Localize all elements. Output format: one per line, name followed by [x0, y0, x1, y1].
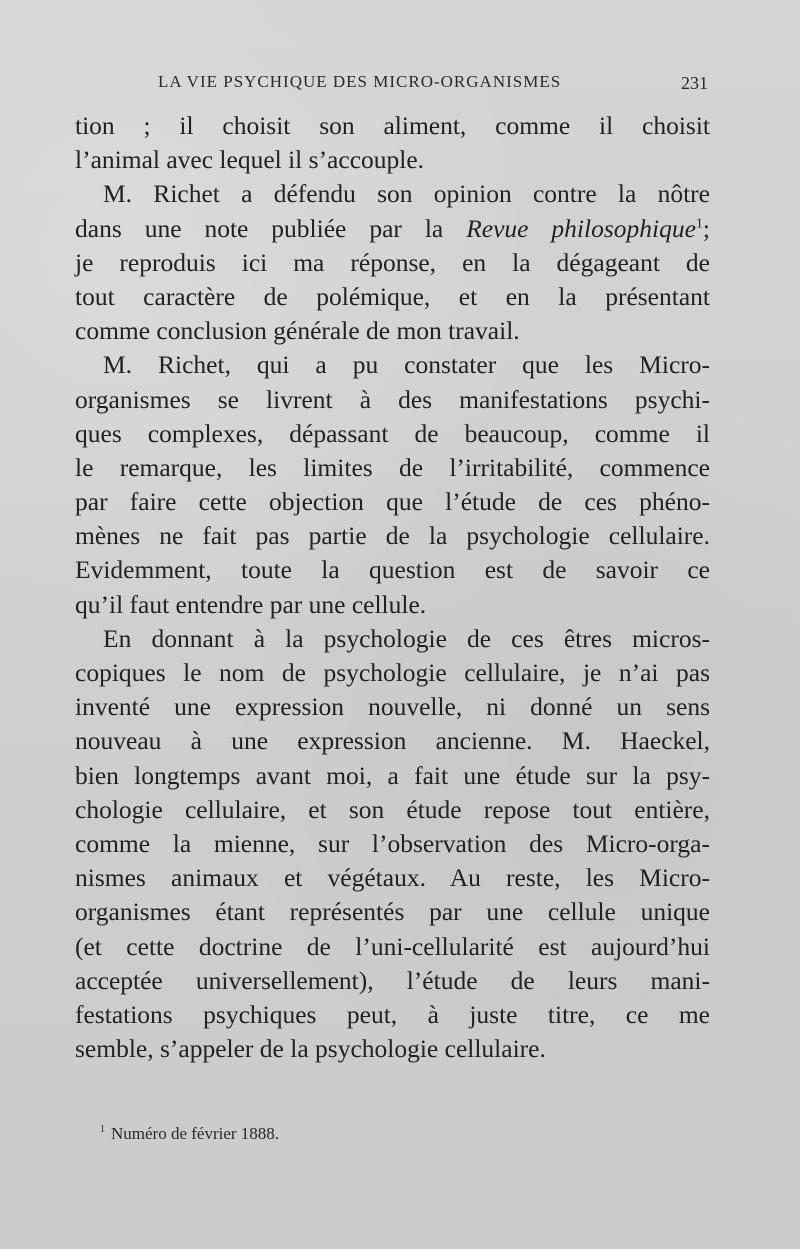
text-line: (et cette doctrine de l’uni-cellularité est aujourd’hui	[75, 931, 710, 961]
journal-title: Revue philosophique	[466, 213, 696, 243]
body-text	[75, 109, 710, 1066]
page-header	[0, 72, 800, 96]
page-number: 231	[681, 73, 708, 93]
text-line: par faire cette objection que l’étude de ces phéno-	[75, 487, 710, 517]
text-line: organismes étant représentés par une cellule unique	[75, 897, 710, 927]
text-line: acceptée universellement), l’étude de leurs mani-	[75, 965, 710, 995]
text-line: comme la mienne, sur l’observation des Micro-orga-	[75, 828, 710, 858]
text-line: nouveau à une expression ancienne. M. Haeckel,	[75, 726, 710, 756]
text-line: comme conclusion générale de mon travail.	[75, 316, 520, 346]
text-line: tion ; il choisit son aliment, comme il choisit	[75, 111, 710, 140]
footnote-reference: 1	[695, 216, 703, 232]
text-line: bien longtemps avant moi, a fait une étude sur la psy-	[75, 760, 710, 790]
text-line: l’animal avec lequel il s’accouple.	[75, 145, 425, 175]
punctuation: ;	[702, 213, 711, 243]
text-line: Evidemment, toute la question est de savoir ce	[75, 555, 710, 585]
text-line: le remarque, les limites de l’irritabilité, commence	[75, 452, 710, 482]
text-line: organismes se livrent à des manifestations psychi-	[75, 384, 710, 414]
text-line: qu’il faut entendre par une cellule.	[75, 589, 427, 619]
paragraph-start-line: M. Richet a défendu son opinion contre la nôtre	[103, 179, 710, 209]
text-span: dans une note publiée par la	[75, 213, 444, 243]
text-line: ques complexes, dépassant de beaucoup, comme il	[75, 418, 710, 448]
text-line: je reproduis ici ma réponse, en la dégageant de	[75, 247, 710, 277]
text-line: inventé une expression nouvelle, ni donné un sens	[75, 692, 710, 722]
text-line-with-citation	[75, 212, 710, 246]
text-line: festations psychiques peut, à juste titre, ce me	[75, 999, 710, 1029]
paragraph-start-line: En donnant à la psychologie de ces êtres micros-	[103, 623, 710, 653]
text-line: nismes animaux et végétaux. Au reste, les Micro-	[75, 863, 710, 893]
paragraph-start-line: M. Richet, qui a pu constater que les Micro-	[103, 350, 710, 380]
footnote	[100, 1124, 279, 1144]
text-line: mènes ne fait pas partie de la psychologie cellulaire.	[75, 521, 710, 551]
text-line: semble, s’appeler de la psychologie cellulaire.	[75, 1034, 546, 1064]
running-head: LA VIE PSYCHIQUE DES MICRO-ORGANISMES	[158, 72, 562, 91]
footnote-text: Numéro de février 1888.	[111, 1124, 280, 1143]
footnote-marker: 1	[100, 1124, 105, 1136]
text-line: copiques le nom de psychologie cellulaire, je n’ai pas	[75, 658, 710, 687]
text-line: tout caractère de polémique, et en la présentant	[75, 281, 710, 311]
text-line: chologie cellulaire, et son étude repose tout entière,	[75, 794, 710, 824]
